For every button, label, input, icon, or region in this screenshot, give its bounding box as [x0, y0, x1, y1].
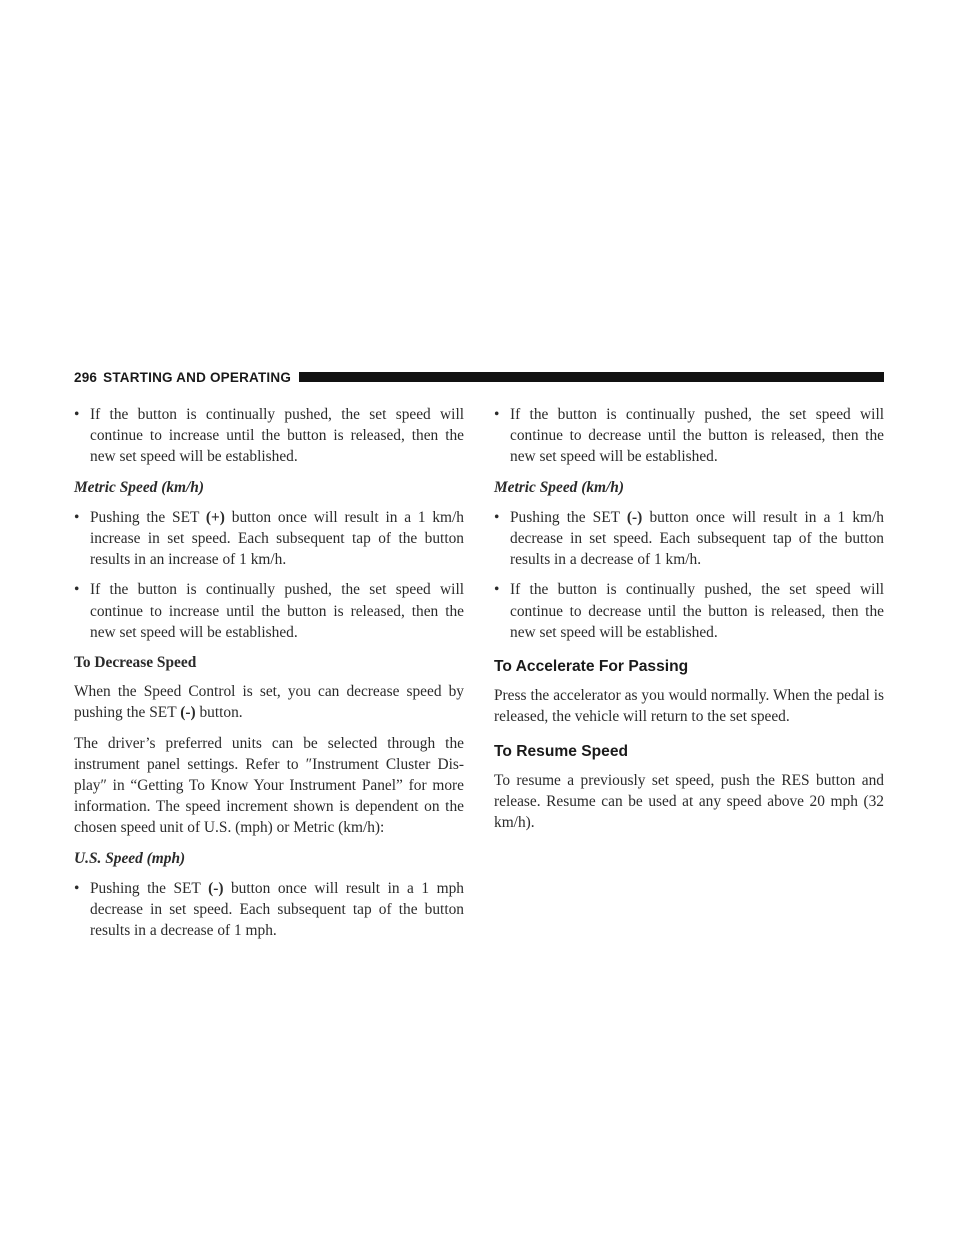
metric-speed-heading: Metric Speed (km/h): [494, 478, 624, 496]
list-item: [74, 878, 464, 942]
bullet-icon: •: [74, 879, 80, 897]
bullet-text: If the button is continually pushed, the set speed will continue to decrease until the button is released, then the new set speed will be established.: [510, 581, 884, 641]
header-rule: [299, 372, 884, 382]
us-speed-heading: U.S. Speed (mph): [74, 849, 186, 867]
bullet-icon: •: [74, 406, 80, 423]
page-header: [74, 368, 884, 386]
resume-paragraph: To resume a previously set speed, push the RES button and release. Resume can be used at any speed above 20 mph (32 km/h).: [494, 771, 884, 832]
bullet-icon: •: [494, 508, 500, 526]
bullet-icon: •: [494, 406, 500, 423]
list-item: [74, 507, 464, 571]
set-minus-label: (-): [180, 704, 196, 722]
list-item: [74, 404, 464, 468]
bullet-icon: •: [494, 581, 500, 599]
page-number: 296: [74, 369, 98, 385]
bullet-text: If the button is continually pushed, the set speed will continue to increase until the button is released, then the new set speed will be established.: [90, 406, 464, 466]
metric-speed-heading: Metric Speed (km/h): [74, 478, 204, 496]
bullet-text-pre: Pushing the SET: [510, 508, 620, 526]
bullet-text: [90, 507, 464, 571]
list-item: [494, 507, 884, 571]
accelerate-paragraph: Press the accelerator as you would normally. When the pedal is released, the vehicle will return to the set speed.: [494, 687, 884, 726]
bullet-text: [90, 878, 464, 942]
list-item: [74, 579, 464, 643]
bullet-text: If the button is continually pushed, the set speed will continue to decrease until the button is released, then the new set speed will be established.: [510, 406, 884, 466]
set-minus-label: (-): [626, 508, 643, 526]
list-item: [494, 579, 884, 643]
decrease-speed-heading: To Decrease Speed: [74, 654, 197, 672]
set-plus-label: (+): [205, 508, 225, 526]
set-minus-label: (-): [208, 879, 224, 897]
bullet-text-post: button once will result in a 1 mph decrease in set speed. Each subsequent tap of the button results in a decrease of 1 mph.: [90, 879, 464, 940]
bullet-text-pre: Pushing the SET: [90, 879, 201, 897]
para-text-pre: When the Speed Control is set, you can decrease speed by pushing the SET: [74, 683, 464, 722]
section-title: STARTING AND OPERATING: [103, 369, 292, 385]
decrease-paragraph: [74, 681, 464, 723]
right-column: [494, 404, 884, 842]
bullet-text: [510, 507, 884, 571]
left-column: [74, 404, 464, 950]
para-text-post: button.: [199, 704, 243, 722]
bullet-text-post: button once will result in a 1 km/h increase in set speed. Each subsequent tap of the button results in an increase of 1 km/h.: [90, 508, 464, 569]
list-item: [494, 404, 884, 468]
bullet-icon: •: [74, 581, 80, 599]
bullet-text: If the button is continually pushed, the set speed will continue to increase until the button is released, then the new set speed will be established.: [90, 581, 464, 641]
units-paragraph: The driver’s preferred units can be selected through the instrument panel settings. Refer to ″Instrument Cluster Dis-play″ in “Getting To Know Your Instrument Panel” for more information. The speed increment shown is dependent on the chosen speed unit of U.S. (mph) or Metric (km/h):: [74, 734, 464, 837]
accelerate-passing-heading: To Accelerate For Passing: [494, 658, 689, 676]
resume-speed-heading: To Resume Speed: [494, 742, 629, 760]
bullet-text-post: button once will result in a 1 km/h decrease in set speed. Each subsequent tap of the button results in a decrease of 1 km/h.: [510, 508, 884, 569]
bullet-text-pre: Pushing the SET: [90, 508, 200, 526]
bullet-icon: •: [74, 508, 80, 526]
